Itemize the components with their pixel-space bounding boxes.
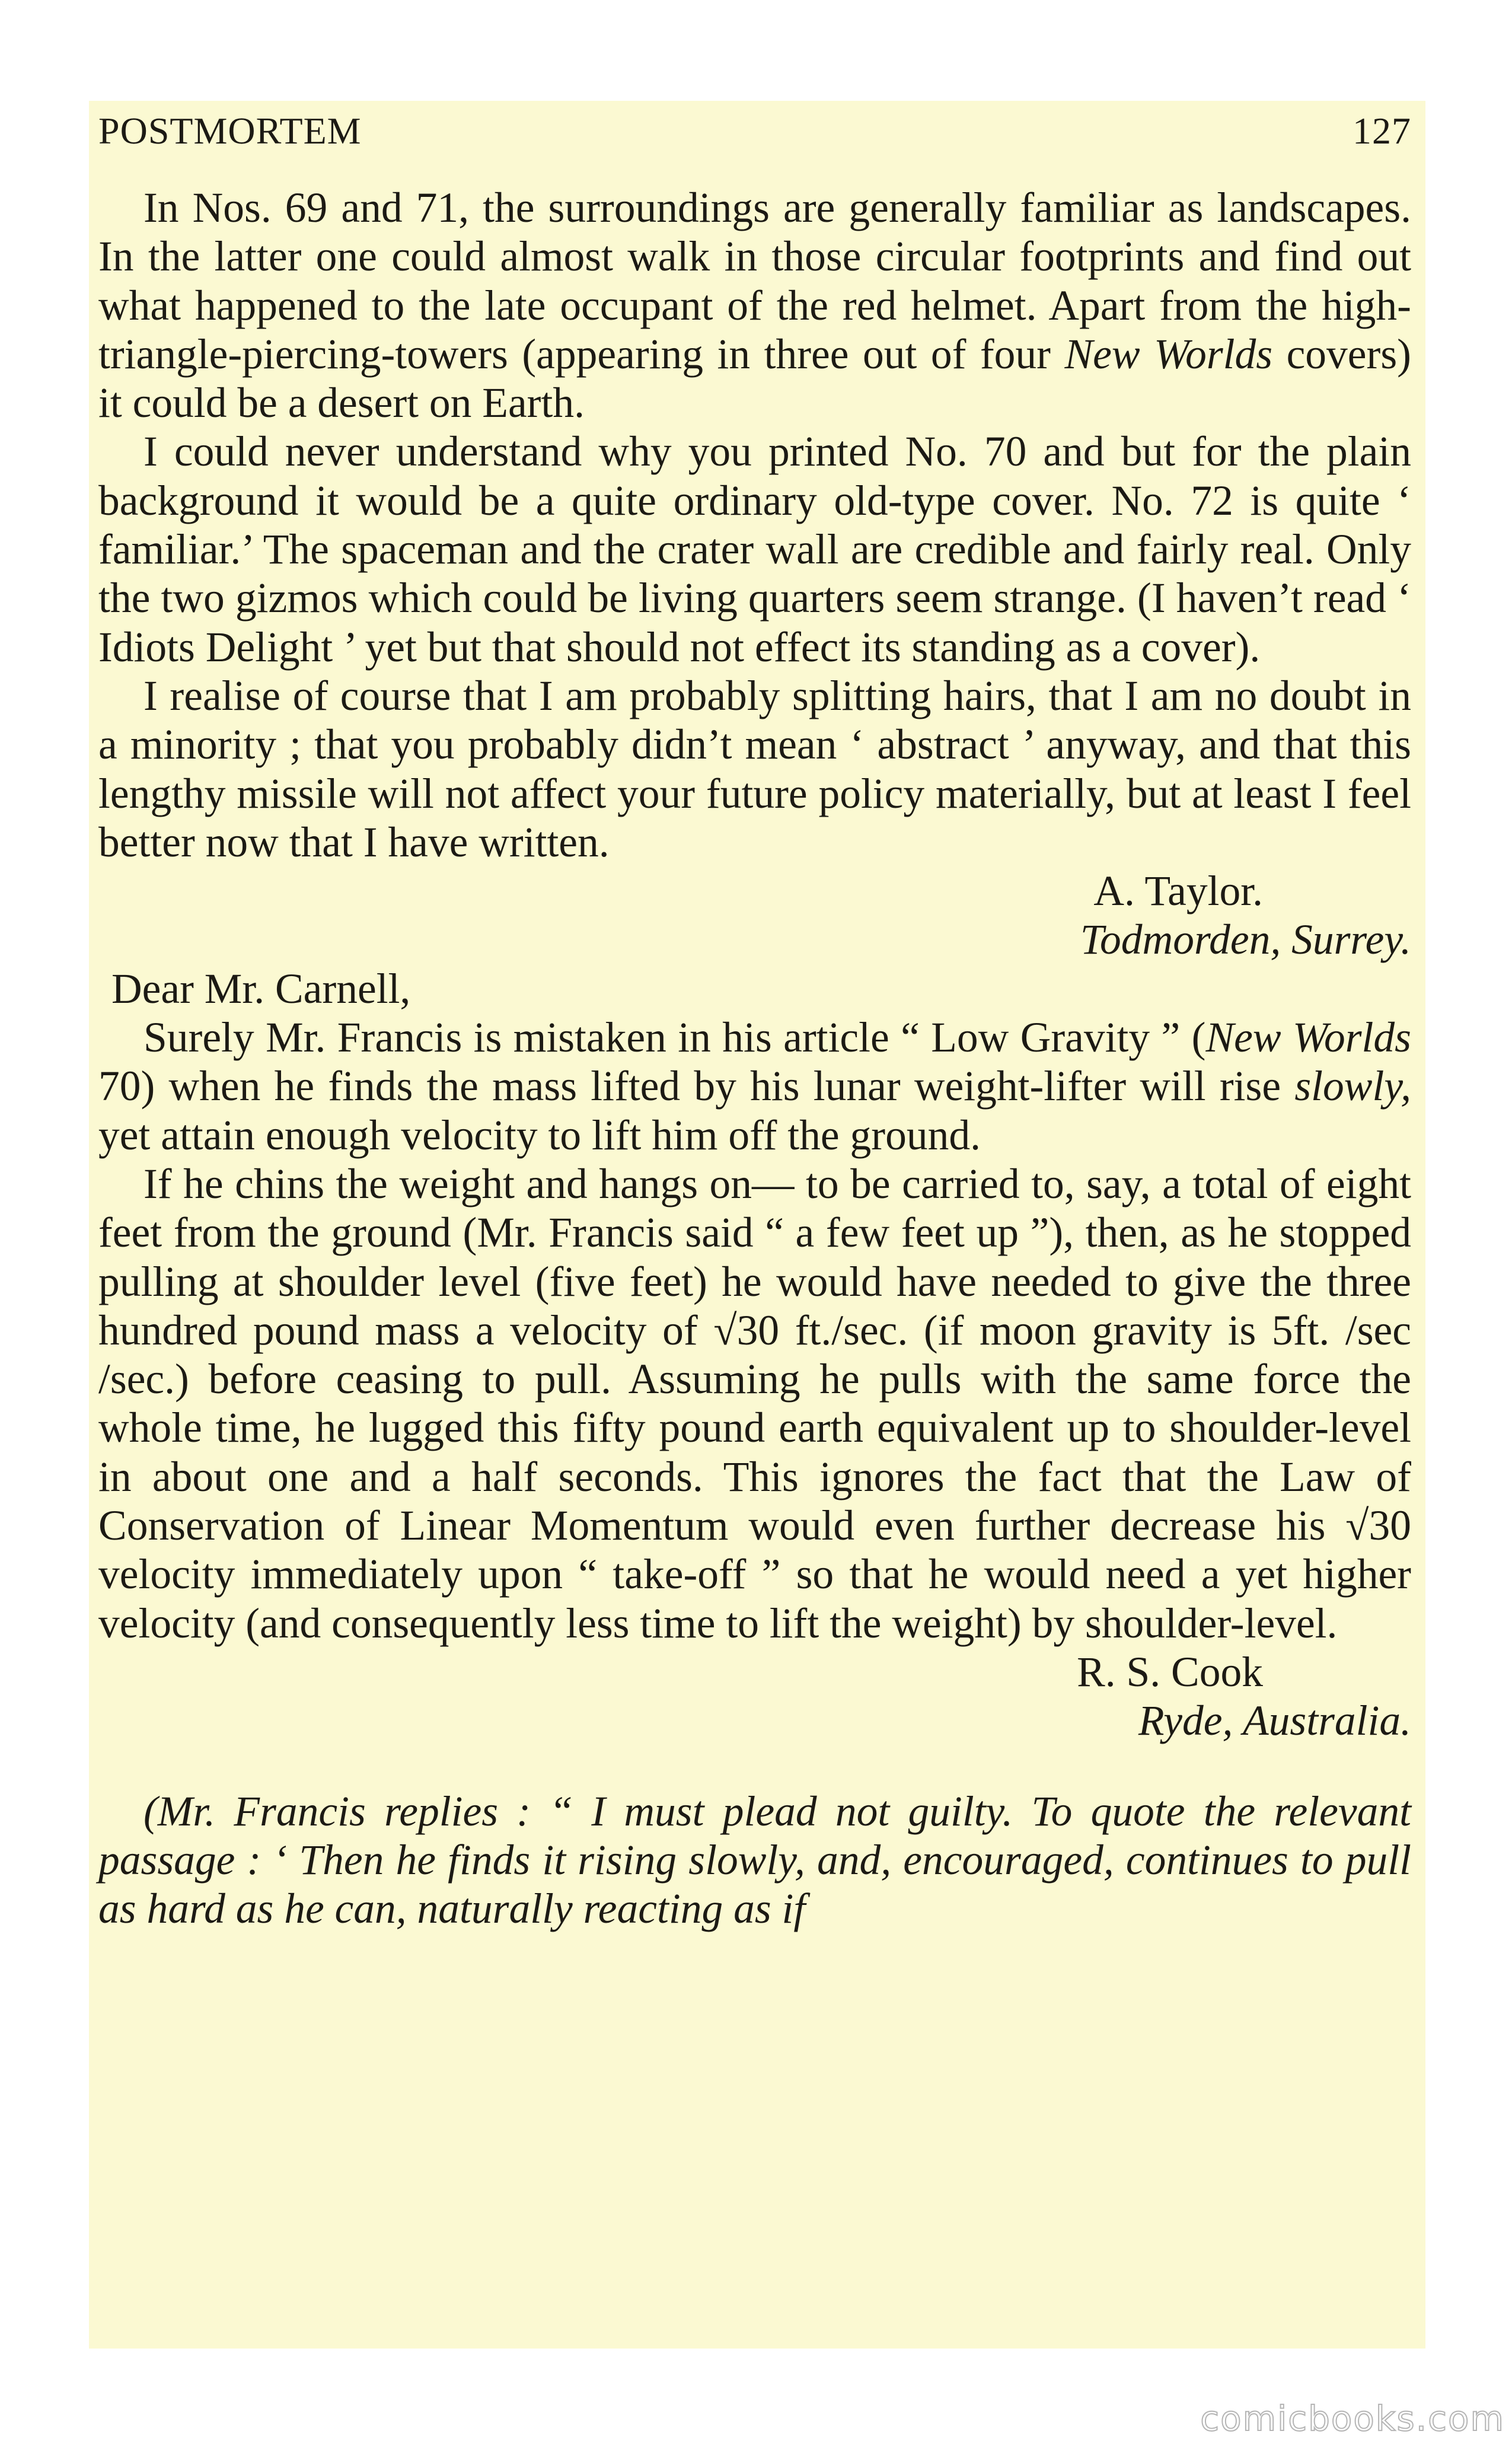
letter2-signature: R. S. Cook [1077, 1648, 1263, 1696]
page-number: 127 [1352, 110, 1411, 152]
watermark: comicbooks.com [1200, 2398, 1505, 2439]
editor-reply: (Mr. Francis replies : “ I must plead not guilty. To quote the relevant passage : ‘ Then he finds it rising slowly, and, encouraged, continues to pull as hard as he can, naturally reacting as if [98, 1788, 1411, 1933]
letter1-paragraph-2: I could never understand why you printed No. 70 and but for the plain background it would be a quite ordinary old-type cover. No. 72 is quite ‘ familiar.’ The spaceman and the crater wall are credible and fairly real. Only the two gizmos which could be living quarters seem strange. (I haven’t read ‘ Idiots Delight ’ yet but that should not effect its standing as a cover). [98, 428, 1411, 671]
letter1-paragraph-3: I realise of course that I am probably splitting hairs, that I am no doubt in a minority ; that you probably didn’t mean ‘ abstract ’ anyway, and that this lengthy missile will not affect your future policy materially, but at least I feel better now that I have written. [98, 672, 1411, 866]
letter2-paragraph-1: Surely Mr. Francis is mistaken in his article “ Low Gravity ” (New Worlds 70) when he finds the mass lifted by his lunar weight-lifter will rise slowly, yet attain enough velocity to lift him off the ground. [98, 1014, 1411, 1159]
letter2-salutation: Dear Mr. Carnell, [111, 965, 411, 1012]
book-page [89, 101, 1425, 2349]
running-head [98, 109, 1411, 180]
body-text [98, 184, 1411, 1933]
letter1-signature: A. Taylor. [1093, 868, 1263, 915]
letter1-paragraph-1: In Nos. 69 and 71, the surroundings are generally familiar as landscapes. In the latter one could almost walk in those circular footprints and find out what happened to the late occupant of the red helmet. Apart from the high-triangle-piercing-towers (appearing in three out of four New Worlds covers) it could be a desert on Earth. [98, 184, 1411, 427]
square-root-30: √30 [713, 1307, 780, 1354]
square-root-30: √30 [1345, 1502, 1411, 1550]
section-title: POSTMORTEM [98, 110, 362, 152]
letter2-location: Ryde, Australia. [1138, 1697, 1411, 1745]
letter2-paragraph-2: If he chins the weight and hangs on— to be carried to, say, a total of eight feet from the ground (Mr. Francis said “ a few feet up ”), then, as he stopped pulling at shoulder level (five feet) he would have needed to give the three hundred pound mass a velocity of √30 ft./sec. (if moon gravity is 5ft. /sec /sec.) before ceasing to pull. Assuming he pulls with the same force the whole time, he lugged this fifty pound earth equivalent up to shoulder-level in about one and a half seconds. This ignores the fact that the Law of Conservation of Linear Momentum would even further decrease his √30 velocity immediately upon “ take-off ” so that he would need a yet higher velocity (and consequently less time to lift the weight) by shoulder-level. [98, 1160, 1411, 1647]
letter1-location: Todmorden, Surrey. [1080, 916, 1411, 964]
